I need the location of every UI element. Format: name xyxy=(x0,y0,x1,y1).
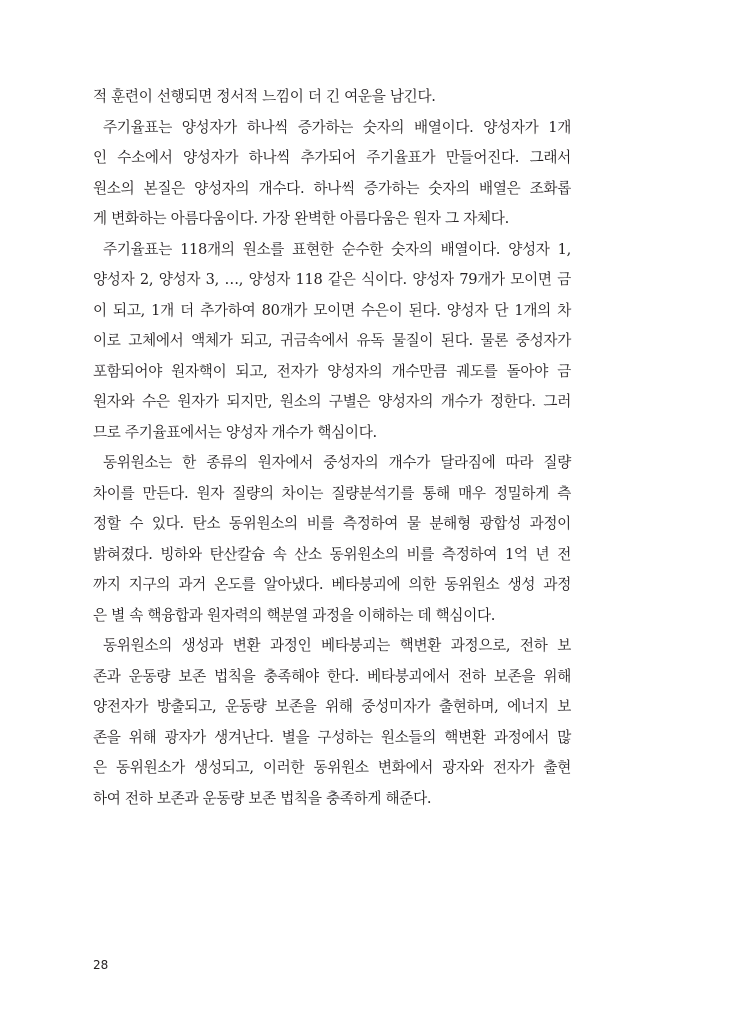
text-line: 밝혀졌다. 빙하와 탄산칼슘 속 산소 동위원소의 비를 측정하여 1억 년 전 xyxy=(93,545,571,563)
paragraph xyxy=(93,235,571,449)
text-line: 은 동위원소가 생성되고, 이러한 동위원소 변화에서 광자와 전자가 출현 xyxy=(93,759,571,776)
text-line: 은 별 속 핵융합과 원자력의 핵분열 과정을 이해하는 데 핵심이다. xyxy=(93,606,496,624)
text-line: 게 변화하는 아름다움이다. 가장 완벽한 아름다움은 원자 그 자체다. xyxy=(93,210,509,227)
text-line: 양성자 2, 양성자 3, …, 양성자 118 같은 식이다. 양성자 79개가 모이면 금 xyxy=(93,271,571,288)
text-line: 동위원소는 한 종류의 원자에서 중성자의 개수가 달라짐에 따라 질량 xyxy=(103,454,571,471)
text-line: 정할 수 있다. 탄소 동위원소의 비를 측정하여 물 분해형 광합성 과정이 xyxy=(93,515,571,532)
paragraph xyxy=(93,631,571,814)
text-line: 차이를 만든다. 원자 질량의 차이는 질량분석기를 통해 매우 정밀하게 측 xyxy=(93,484,571,502)
text-line: 주기율표는 118개의 원소를 표현한 순수한 숫자의 배열이다. 양성자 1, xyxy=(103,240,571,258)
paragraph xyxy=(93,113,571,235)
text-line: 이로 고체에서 액체가 되고, 귀금속에서 유독 물질이 된다. 물론 중성자가 xyxy=(93,332,571,349)
page-number: 28 xyxy=(93,958,109,972)
text-line: 인 수소에서 양성자가 하나씩 추가되어 주기율표가 만들어진다. 그래서 xyxy=(93,149,571,166)
text-line: 원소의 본질은 양성자의 개수다. 하나씩 증가하는 숫자의 배열은 조화롭 xyxy=(93,179,571,197)
text-line: 동위원소의 생성과 변환 과정인 베타붕괴는 핵변환 과정으로, 전하 보 xyxy=(103,637,571,654)
paragraph xyxy=(93,448,571,631)
text-line: 존을 위해 광자가 생겨난다. 별을 구성하는 원소들의 핵변환 과정에서 많 xyxy=(93,728,571,746)
text-line: 므로 주기율표에서는 양성자 개수가 핵심이다. xyxy=(93,423,377,441)
text-line: 적 훈련이 선행되면 정서적 느낌이 더 긴 여운을 남긴다. xyxy=(93,88,436,105)
text-line: 양전자가 방출되고, 운동량 보존을 위해 중성미자가 출현하며, 에너지 보 xyxy=(93,698,571,715)
text-line: 하여 전하 보존과 운동량 보존 법칙을 충족하게 해준다. xyxy=(93,789,432,807)
body-text xyxy=(93,82,571,814)
text-line: 포함되어야 원자핵이 되고, 전자가 양성자의 개수만큼 궤도를 돌아야 금 xyxy=(93,362,571,380)
text-line: 이 되고, 1개 더 추가하여 80개가 모이면 수은이 된다. 양성자 단 1개의 차 xyxy=(93,301,571,319)
paragraph xyxy=(93,82,571,113)
text-line: 주기율표는 양성자가 하나씩 증가하는 숫자의 배열이다. 양성자가 1개 xyxy=(103,118,572,136)
text-line: 까지 지구의 과거 온도를 알아냈다. 베타붕괴에 의한 동위원소 생성 과정 xyxy=(93,576,571,593)
text-line: 원자와 수은 원자가 되지만, 원소의 구별은 양성자의 개수가 정한다. 그러 xyxy=(93,393,571,410)
text-line: 존과 운동량 보존 법칙을 충족해야 한다. 베타붕괴에서 전하 보존을 위해 xyxy=(93,667,571,685)
